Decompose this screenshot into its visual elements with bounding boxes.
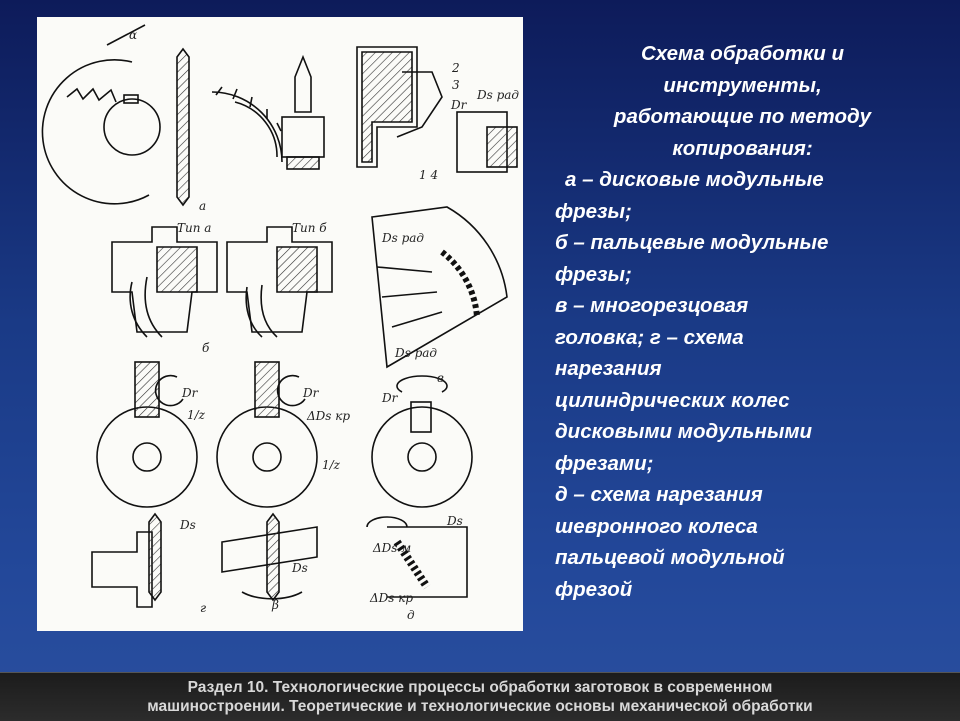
label-ds-rad-2: Ds рад — [382, 231, 425, 245]
technical-figure — [37, 17, 523, 631]
label-type-b: Тип б — [292, 221, 327, 235]
description-text — [555, 38, 930, 605]
label-3: 3 — [452, 78, 460, 92]
label-b: б — [202, 341, 210, 355]
label-d: д — [407, 608, 415, 622]
item-line: фрезы; — [555, 199, 632, 223]
item-line: пальцевой модульной — [555, 546, 785, 569]
label-v: в — [437, 371, 444, 385]
item-line: фрезами; — [555, 451, 654, 475]
item-line: дисковыми модульными — [555, 420, 813, 443]
herringbone-cutting — [367, 517, 467, 597]
label-ds-rad-3: Ds рад — [395, 346, 438, 360]
label-ds-3: Ds — [447, 514, 463, 528]
label-alpha: α — [129, 28, 138, 42]
label-1z-1: 1/z — [187, 408, 205, 422]
label-1-4: 1 4 — [419, 168, 439, 182]
label-2: 2 — [452, 61, 460, 75]
label-dsm: ΔDs м — [373, 541, 412, 555]
label-type-a: Тип а — [177, 221, 212, 235]
item-line: фрезы; — [555, 262, 632, 286]
label-dr-2: Dr — [182, 386, 198, 400]
finger-cutter-type-b — [227, 227, 332, 337]
label-g: г — [200, 601, 207, 615]
label-ds-1: Ds — [180, 518, 196, 532]
helical-cutting-2 — [222, 514, 317, 600]
gear-cutting-1 — [97, 362, 197, 507]
gear-profile-a — [177, 49, 324, 205]
disk-cutter-drawing — [42, 25, 160, 204]
label-a: а — [199, 199, 207, 213]
item-line: нарезания — [555, 357, 662, 380]
label-dsnr-1: ΔDs кр — [307, 409, 351, 423]
item-line: в – многорезцовая — [555, 294, 749, 317]
label-ds-rad-1: Ds рад — [477, 88, 520, 102]
label-1z-2: 1/z — [322, 458, 340, 472]
item-line: фрезой — [555, 577, 633, 601]
item-line: головка; г – схема — [555, 325, 744, 349]
title-line: Схема обработки и — [640, 42, 845, 65]
footer-line-1: Раздел 10. Технологические процессы обработки заготовок в современном — [187, 679, 773, 696]
label-dr-3: Dr — [303, 386, 319, 400]
label-dr-1: Dr — [451, 98, 467, 112]
label-dsnr-2: ΔDs кр — [370, 591, 414, 605]
footer-text — [40, 678, 920, 716]
item-line: цилиндрических колес — [555, 388, 790, 412]
fixture-drawing — [357, 47, 520, 172]
footer-bar — [0, 672, 960, 721]
figure-drawing — [37, 17, 523, 631]
item-line: а – дисковые модульные — [565, 168, 824, 191]
footer-line-2: машиностроении. Теоретические и технологические основы механической обработки — [147, 698, 813, 715]
title-line: инструменты, — [663, 73, 822, 97]
label-beta: β — [272, 598, 279, 612]
finger-cutter-type-a — [112, 227, 217, 337]
item-line: б – пальцевые модульные — [555, 231, 829, 254]
item-line: шевронного колеса — [555, 514, 758, 538]
label-dr-4: Dr — [382, 391, 398, 405]
label-ds-2: Ds — [292, 561, 308, 575]
title-line: копирования: — [672, 136, 813, 160]
title-line: работающие по методу — [613, 105, 872, 128]
helical-cutting-1 — [92, 514, 161, 607]
gear-cutting-2 — [217, 362, 317, 507]
item-line: д – схема нарезания — [555, 483, 763, 506]
